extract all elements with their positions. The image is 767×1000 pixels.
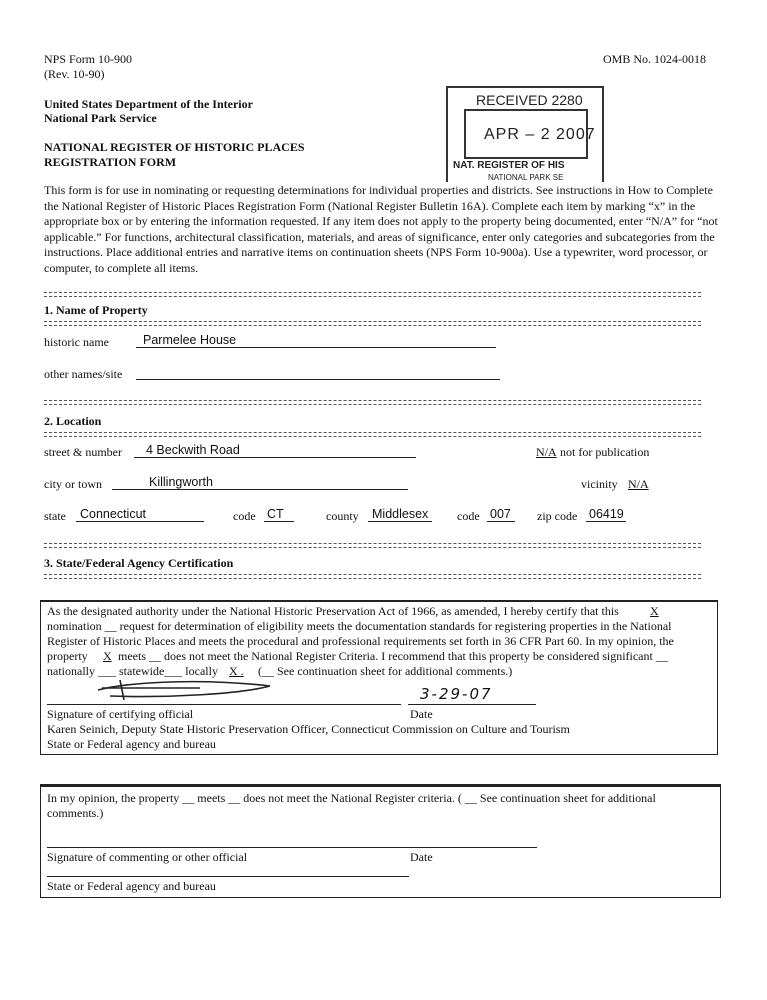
other-names-label: other names/site <box>44 367 123 381</box>
vicinity-label: vicinity <box>581 477 618 491</box>
form-number: NPS Form 10-900 <box>44 52 133 66</box>
historic-name-line <box>136 347 496 348</box>
service-name: National Park Service <box>44 111 157 125</box>
state-value[interactable]: Connecticut <box>80 507 147 521</box>
comment-signature-label: Signature of commenting or other official <box>47 850 248 864</box>
state-label: state <box>44 509 66 523</box>
county-code-value[interactable]: 007 <box>490 507 511 521</box>
section1-heading: 1. Name of Property <box>44 303 148 317</box>
divider <box>44 574 701 579</box>
opinion-line-2: comments.) <box>47 806 104 820</box>
zip-line <box>586 521 626 522</box>
historic-name-label: historic name <box>44 335 109 349</box>
cert-line-4b: meets __ does not meet the National Register Criteria. I recommend that this property be considered significant __ <box>118 649 668 663</box>
cert-line-5a: nationally ___ statewide___ locally <box>47 664 218 678</box>
cert-line-4a: property <box>47 649 88 663</box>
cert-meets-mark[interactable]: X <box>103 649 112 663</box>
street-label: street & number <box>44 445 122 459</box>
stamp-date: APR – 2 2007 <box>484 126 596 143</box>
not-for-publication-value[interactable]: N/A <box>536 445 557 459</box>
signature-line <box>47 704 401 705</box>
divider <box>44 292 701 297</box>
zip-value[interactable]: 06419 <box>589 507 624 521</box>
stamp-line1: NAT. REGISTER OF HIS <box>453 160 565 171</box>
county-label: county <box>326 509 359 523</box>
street-value[interactable]: 4 Beckwith Road <box>146 443 240 457</box>
street-line <box>134 457 416 458</box>
not-for-publication-label: not for publication <box>560 445 650 459</box>
county-code-label: code <box>457 509 480 523</box>
omb-number: OMB No. 1024-0018 <box>603 52 707 66</box>
date-line <box>408 704 536 705</box>
county-value[interactable]: Middlesex <box>372 507 429 521</box>
form-revision: (Rev. 10-90) <box>44 67 105 81</box>
city-value[interactable]: Killingworth <box>149 475 213 489</box>
form-subtitle: REGISTRATION FORM <box>44 155 177 169</box>
state-line <box>76 521 204 522</box>
stamp-line2: NATIONAL PARK SE <box>488 173 564 182</box>
form-title: NATIONAL REGISTER OF HISTORIC PLACES <box>44 140 305 154</box>
comment-date-label: Date <box>410 850 433 864</box>
handwritten-signature <box>90 674 290 704</box>
city-label: city or town <box>44 477 102 491</box>
state-code-line <box>264 521 294 522</box>
cert-locally-mark[interactable]: X . <box>229 664 244 678</box>
vicinity-value[interactable]: N/A <box>628 477 649 491</box>
comment-signature-line[interactable] <box>47 847 537 848</box>
county-code-line <box>487 521 515 522</box>
handwritten-date: 3-29-07 <box>420 685 493 703</box>
section3-heading: 3. State/Federal Agency Certification <box>44 556 234 570</box>
cert-line-5b: (__ See continuation sheet for additional comments.) <box>258 664 513 678</box>
state-code-label: code <box>233 509 256 523</box>
agency-label: State or Federal agency and bureau <box>47 737 216 751</box>
signature-label: Signature of certifying official <box>47 707 194 721</box>
county-line <box>368 521 432 522</box>
city-line <box>112 489 408 490</box>
zip-label: zip code <box>537 509 578 523</box>
comment-agency-line[interactable] <box>47 876 409 877</box>
stamp-received: RECEIVED 2280 <box>476 92 583 108</box>
cert-nomination-mark[interactable]: X <box>650 604 659 618</box>
section2-heading: 2. Location <box>44 414 102 428</box>
divider <box>44 432 701 437</box>
state-code-value[interactable]: CT <box>267 507 284 521</box>
instructions-paragraph: This form is for use in nominating or requesting determinations for individual properties and districts. See instructions in How to Complete the National Register of Historic Places Registration Form (National Register Bulletin 16A). Complete each item by marking “x” in the appropriate box or by entering the information requested. If any item does not apply to the property being documented, enter “N/A” for “not applicable.” For functions, architectural classification, materials, and areas of significance, enter only categories and subcategories from the instructions. Place additional entries and narrative items on continuation sheets (NPS Form 10-900a). Use a typewriter, word processor, or computer, to complete all items. <box>44 183 718 275</box>
other-names-line[interactable] <box>136 379 500 380</box>
divider <box>44 543 701 548</box>
date-label: Date <box>410 707 433 721</box>
department-name: United States Department of the Interior <box>44 97 253 111</box>
cert-line-3: Register of Historic Places and meets the procedural and professional requirements set forth in 36 CFR Part 60. In my opinion, the <box>47 634 674 648</box>
comment-agency-label: State or Federal agency and bureau <box>47 879 216 893</box>
divider <box>44 400 701 405</box>
opinion-line-1: In my opinion, the property __ meets __ does not meet the National Register criteria. ( __ See continuation sheet for additional <box>47 791 656 805</box>
divider <box>44 321 701 326</box>
cert-line-1: As the designated authority under the National Historic Preservation Act of 1966, as amended, I hereby certify that this <box>47 604 619 618</box>
cert-line-2: nomination __ request for determination of eligibility meets the documentation standards for registering properties in the National <box>47 619 672 633</box>
historic-name-value[interactable]: Parmelee House <box>143 333 237 347</box>
certifying-official-name: Karen Seinich, Deputy State Historic Preservation Officer, Connecticut Commission on Culture and Tourism <box>47 722 570 736</box>
